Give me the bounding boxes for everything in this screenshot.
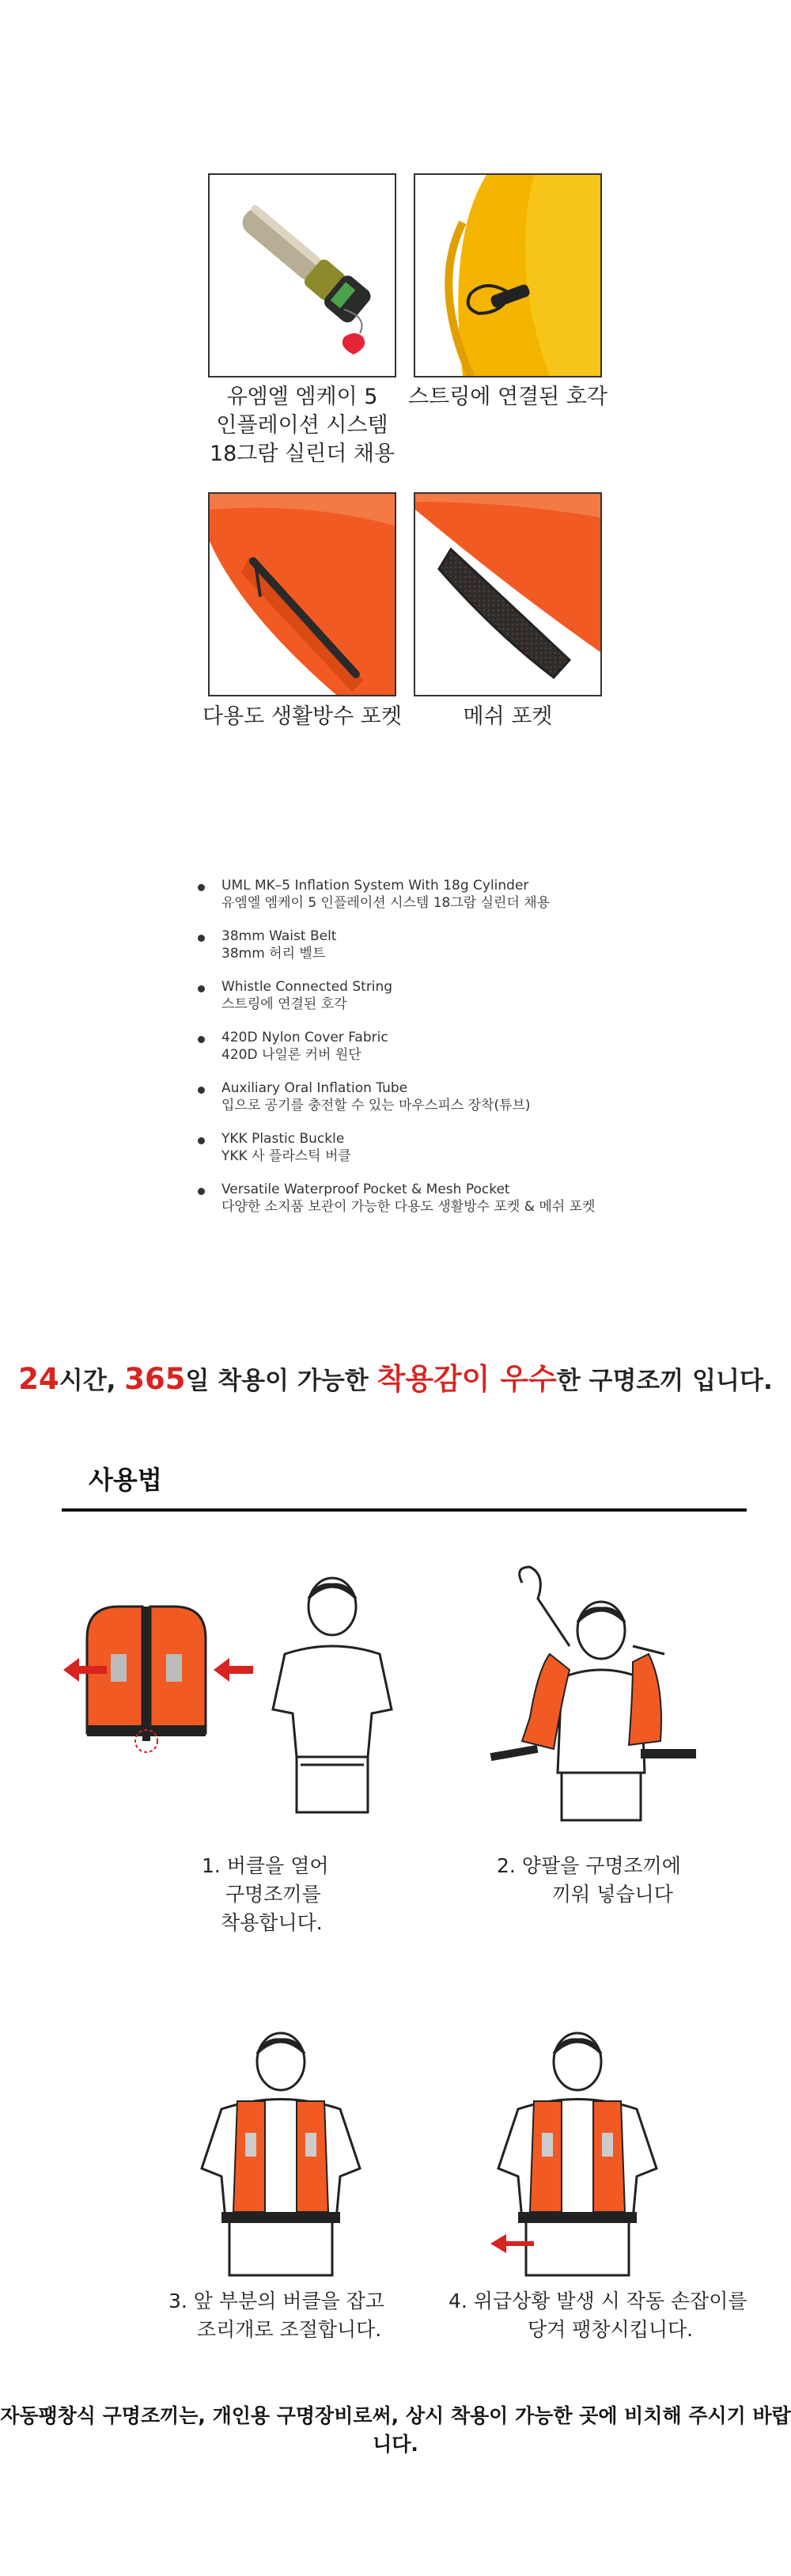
caption-inflation-cylinder: 유엠엘 엠케이 5 인플레이션 시스템 18그람 실린더 채용 (209, 385, 396, 466)
bullet-icon (198, 1137, 205, 1144)
spec-item: Auxiliary Oral Inflation Tube 입으로 공기를 충전할 수 있는 마우스피스 장착(튜브) (198, 1079, 751, 1114)
photo-whistle-string (414, 173, 602, 377)
step-1-text: 1. 버클을 열어 구명조끼를 착용합니다. (202, 1854, 329, 1934)
bullet-icon (198, 1087, 205, 1094)
spec-item: 38mm Waist Belt 38mm 허리 벨트 (198, 928, 751, 962)
illustration-step-3 (190, 2030, 372, 2291)
bullet-icon (198, 985, 205, 992)
step-2-text: 2. 양팔을 구명조끼에 끼워 넣습니다 (497, 1854, 681, 1906)
step-4-text: 4. 위급상황 발생 시 작동 손잡이를 당겨 팽창시킵니다. (448, 2290, 747, 2341)
caption-whistle-string: 스트링에 연결된 호각 (408, 385, 607, 409)
divider (62, 1508, 747, 1512)
caption-waterproof-pocket: 다용도 생활방수 포켓 (202, 704, 402, 729)
photo-waterproof-pocket (208, 492, 396, 696)
bullet-icon (198, 1036, 205, 1043)
photo-inflation-cylinder (208, 173, 396, 377)
illustration-step-4 (486, 2030, 668, 2291)
bullet-icon (198, 884, 205, 891)
illustration-step-1 (63, 1575, 396, 1836)
photo-mesh-pocket (414, 492, 602, 696)
step-3-text: 3. 앞 부분의 버클을 잡고 조리개로 조절합니다. (168, 2290, 384, 2341)
caption-mesh-pocket: 메쉬 포켓 (463, 704, 553, 729)
spec-item: UML MK–5 Inflation System With 18g Cylinder 유엠엘 엠케이 5 인플레이션 시스템 18그람 실린더 채용 (198, 877, 751, 912)
illustration-step-2 (475, 1559, 712, 1836)
spec-item: YKK Plastic Buckle YKK 사 플라스틱 버클 (198, 1130, 751, 1165)
howto-title: 사용법 (89, 1465, 162, 1495)
bullet-icon (198, 1188, 205, 1195)
spec-item: 420D Nylon Cover Fabric 420D 나일론 커버 원단 (198, 1029, 751, 1064)
spec-item: Versatile Waterproof Pocket & Mesh Pocket 다양한 소지품 보관이 가능한 다용도 생활방수 포켓 & 메쉬 포켓 (198, 1181, 751, 1216)
tagline: 24시간, 365일 착용이 가능한 착용감이 우수한 구명조끼 입니다. (18, 1362, 773, 1396)
bullet-icon (198, 935, 205, 942)
footer-note: 자동팽창식 구명조끼는, 개인용 구명장비로써, 상시 착용이 가능한 곳에 비치해 주시기 바랍니다. (0, 2404, 791, 2456)
spec-list (198, 877, 751, 1231)
spec-item: Whistle Connected String 스트링에 연결된 호각 (198, 978, 751, 1013)
